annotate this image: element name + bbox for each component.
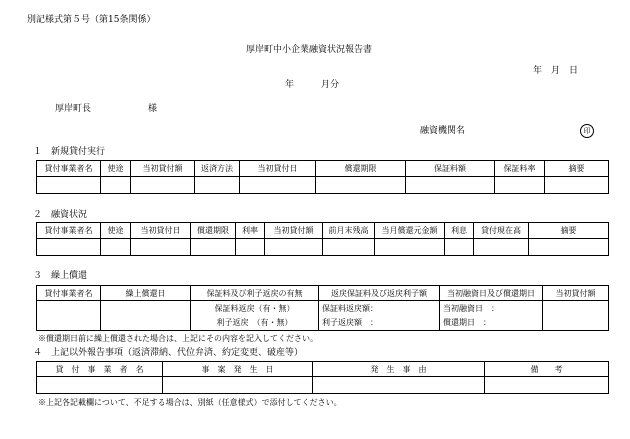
redemption-date[interactable]: 償還期日 ： <box>440 316 543 331</box>
header-cell: 貸付事業者名 <box>37 223 101 239</box>
section1-heading: １ 新規貸付実行 <box>33 147 106 157</box>
header-cell: 当初貸付日 <box>131 223 191 239</box>
header-cell: 貸付現在高 <box>474 223 529 239</box>
report-period: 年 月分 <box>285 80 340 90</box>
entry-cell[interactable] <box>131 177 195 194</box>
entry-cell[interactable] <box>101 177 131 194</box>
header-cell: 当月償還元金額 <box>375 223 445 239</box>
entry-cell[interactable] <box>236 239 265 256</box>
header-cell: 当初貸付日 <box>240 161 316 177</box>
section3-heading: ３ 繰上償還 <box>33 271 88 281</box>
header-cell: 摘要 <box>545 161 609 177</box>
guarantee-refund-amount[interactable]: 保証料返戻額： <box>319 301 440 316</box>
entry-cell[interactable] <box>313 377 485 394</box>
entry-cell[interactable] <box>101 239 131 256</box>
entry-cell[interactable] <box>406 177 495 194</box>
entry-cell[interactable] <box>37 377 163 394</box>
header-cell: 摘要 <box>529 223 609 239</box>
header-cell: 保証料及び利子返戻の有無 <box>191 286 319 301</box>
header-cell: 保証料額 <box>406 161 495 177</box>
entry-cell[interactable] <box>195 177 240 194</box>
header-cell: 使途 <box>101 223 131 239</box>
interest-refund-amount[interactable]: 利子返戻額 ： <box>319 316 440 331</box>
header-cell: 発 生 事 由 <box>313 362 485 377</box>
header-cell: 保証料率 <box>495 161 545 177</box>
header-cell: 使途 <box>101 161 131 177</box>
initial-loan-date[interactable]: 当初融資日 ： <box>440 301 543 316</box>
header-cell: 当初貸付額 <box>543 286 609 301</box>
section4-note: ※上記各記載欄について、不足する場合は、別紙（任意様式）で添付してください。 <box>38 398 342 407</box>
entry-cell[interactable] <box>131 239 191 256</box>
entry-cell[interactable] <box>529 239 609 256</box>
early-repayment-table <box>36 285 609 331</box>
guarantee-refund-choice[interactable]: 保証料返戻（有・無） <box>191 301 319 316</box>
header-cell: 当初貸付額 <box>131 161 195 177</box>
header-cell: 事 案 発 生 日 <box>163 362 313 377</box>
header-cell: 前月末残高 <box>323 223 375 239</box>
header-cell: 返済方法 <box>195 161 240 177</box>
interest-refund-choice[interactable]: 利子返戻 （有・無） <box>191 316 319 331</box>
header-cell: 備 考 <box>485 362 609 377</box>
seal-icon: 印 <box>580 124 594 138</box>
entry-cell[interactable] <box>265 239 323 256</box>
header-cell: 当初融資日及び償還期日 <box>440 286 543 301</box>
new-loans-table <box>36 160 609 194</box>
entry-cell[interactable] <box>37 239 101 256</box>
entry-cell[interactable] <box>445 239 474 256</box>
section4-heading: ４ 上記以外報告事項（返済滞納、代位弁済、約定変更、破産等） <box>33 348 304 358</box>
page-title: 厚岸町中小企業融資状況報告書 <box>246 45 373 55</box>
section3-note: ※償還期日前に繰上償還された場合は、上記にその内容を記入してください。 <box>38 334 318 343</box>
entry-cell[interactable] <box>495 177 545 194</box>
entry-cell[interactable] <box>323 239 375 256</box>
form-number: 別記様式第５号（第15条関係） <box>27 15 156 25</box>
entry-cell[interactable] <box>474 239 529 256</box>
header-cell: 貸 付 事 業 者 名 <box>37 362 163 377</box>
entry-cell[interactable] <box>543 301 609 331</box>
entry-cell[interactable] <box>191 239 236 256</box>
header-cell: 繰上償還日 <box>101 286 191 301</box>
addressee-name: 厚岸町長 <box>55 104 92 114</box>
header-cell: 償還期限 <box>191 223 236 239</box>
header-cell: 貸付事業者名 <box>37 286 101 301</box>
header-cell: 利率 <box>236 223 265 239</box>
entry-cell[interactable] <box>101 301 191 331</box>
entry-cell[interactable] <box>316 177 406 194</box>
header-cell: 利息 <box>445 223 474 239</box>
header-cell: 貸付事業者名 <box>37 161 101 177</box>
addressee-honorific: 様 <box>148 104 158 114</box>
other-matters-table <box>36 361 609 394</box>
entry-cell[interactable] <box>37 301 101 331</box>
loan-status-table <box>36 222 609 256</box>
report-date: 年 月 日 <box>533 66 579 76</box>
entry-cell[interactable] <box>240 177 316 194</box>
entry-cell[interactable] <box>545 177 609 194</box>
entry-cell[interactable] <box>37 177 101 194</box>
header-cell: 当初貸付額 <box>265 223 323 239</box>
entry-cell[interactable] <box>163 377 313 394</box>
header-cell: 返戻保証料及び返戻利子額 <box>319 286 440 301</box>
entry-cell[interactable] <box>485 377 609 394</box>
header-cell: 償還期限 <box>316 161 406 177</box>
section2-heading: ２ 融資状況 <box>33 210 88 220</box>
institution-label: 融資機関名 <box>420 126 466 136</box>
entry-cell[interactable] <box>375 239 445 256</box>
